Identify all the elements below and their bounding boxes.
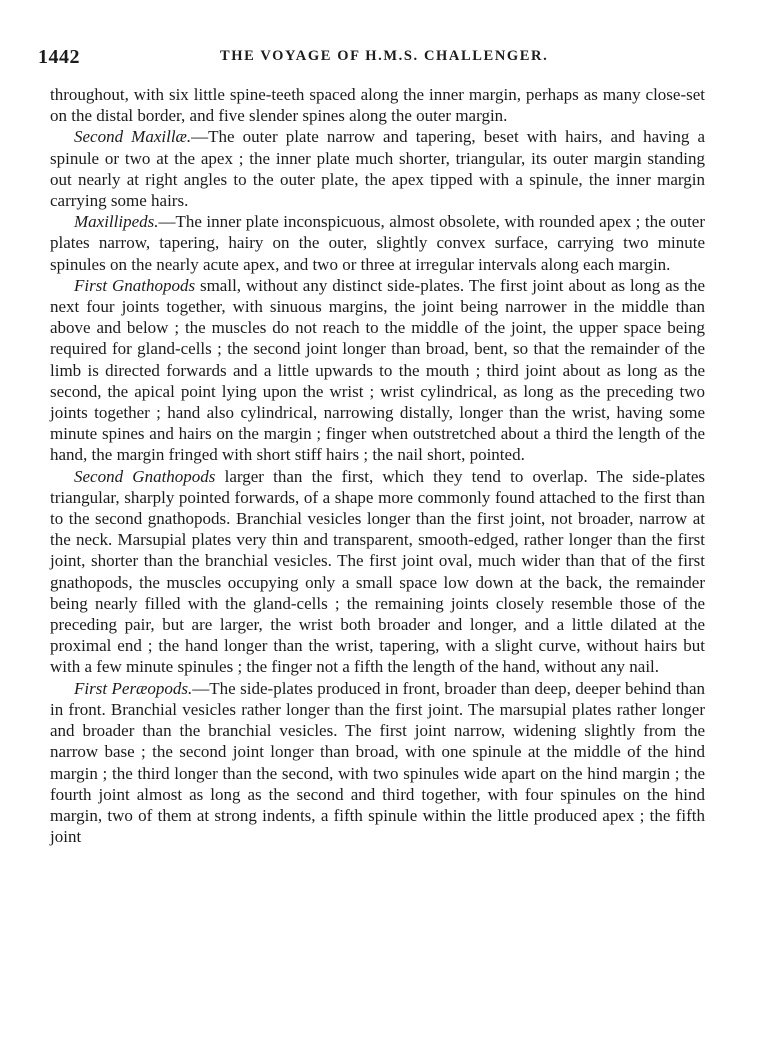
paragraph-heading: Maxillipeds. [74,212,159,232]
paragraph-text: —The side-plates produced in front, broader than deep, deeper behind than in front. Branchial vesicles rather longer than the first joint. The marsupial plates rather longer and broader than the branchial vesicles. The first joint narrow, widening slightly from the narrow base ; the second joint longer than broad, with one spinule at the middle of the hind margin ; the third longer than the second, with two spinules wide apart on the hind margin ; the fourth joint almost as long as the second and third together, with four spinules on the hind margin, two of them at strong indents, a fifth spinule within the little produced apex ; the fifth joint [50,678,705,847]
paragraph-heading: Second Maxillæ. [74,127,192,147]
page-number: 1442 [38,46,80,68]
body-text [50,84,705,847]
paragraph-maxillipeds [50,211,705,275]
paragraph-text: —The inner plate inconspicuous, almost obsolete, with rounded apex ; the outer plates narrow, tapering, hairy on the outer, slightly convex surface, carrying two minute spinules on the nearly acute apex, and two or three at irregular intervals along each margin. [50,212,705,274]
paragraph-text: larger than the first, which they tend to overlap. The side-plates triangular, sharply pointed forwards, of a shape more commonly found attached to the first than to the second gnathopods. Branchial vesicles longer than the first joint, not broader, narrow at the neck. Marsupial plates very thin and transparent, smooth-edged, rather longer than the first joint, shorter than the branchial vesicles. The first joint oval, much wider than that of the first gnathopods, the muscles occupying only a small space low down at the back, the remainder being nearly filled with the gland-cells ; the remaining joints closely resemble those of the preceding pair, but are larger, the wrist both broader and longer, and a little dilated at the proximal end ; the hand longer than the wrist, tapering, with a slight curve, without hairs but with a few minute spinules ; the finger not a fifth the length of the hand, without any nail. [50,466,705,677]
paragraph-second-gnathopods [50,466,705,678]
paragraph-heading: Second Gnathopods [74,466,216,486]
paragraph-continuation [50,84,705,126]
paragraph-text: throughout, with six little spine-teeth spaced along the inner margin, perhaps as many close-set on the distal border, and five slender spines along the outer margin. [50,85,705,126]
running-title: THE VOYAGE OF H.M.S. CHALLENGER. [220,48,549,64]
paragraph-heading: First Peræopods. [74,678,193,698]
paragraph-first-peraeopods [50,678,705,848]
paragraph-first-gnathopods [50,275,705,466]
page-header [38,44,738,74]
paragraph-heading: First Gnathopods [74,275,196,295]
paragraph-text: small, without any distinct side-plates. The first joint about as long as the next four joints together, with sinuous margins, the joint being narrower in the middle than above and below ; the muscles do not reach to the middle of the joint, the upper space being required for gland-cells ; the second joint longer than broad, bent, so that the remainder of the limb is directed forwards and a little upwards to the mouth ; third joint about as long as the second, the apical point lying upon the wrist ; wrist cylindrical, as long as the preceding two joints together ; hand also cylindrical, narrowing distally, longer than the wrist, having some minute spines and hairs on the margin ; finger when outstretched about a third the length of the hand, the margin fringed with short stiff hairs ; the nail short, pointed. [50,275,705,465]
paragraph-text: —The outer plate narrow and tapering, beset with hairs, and having a spinule or two at the apex ; the inner plate much shorter, triangular, its outer margin standing out nearly at right angles to the outer plate, the apex tipped with a spinule, the inner margin carrying some hairs. [50,127,706,211]
paragraph-second-maxillae [50,126,705,211]
